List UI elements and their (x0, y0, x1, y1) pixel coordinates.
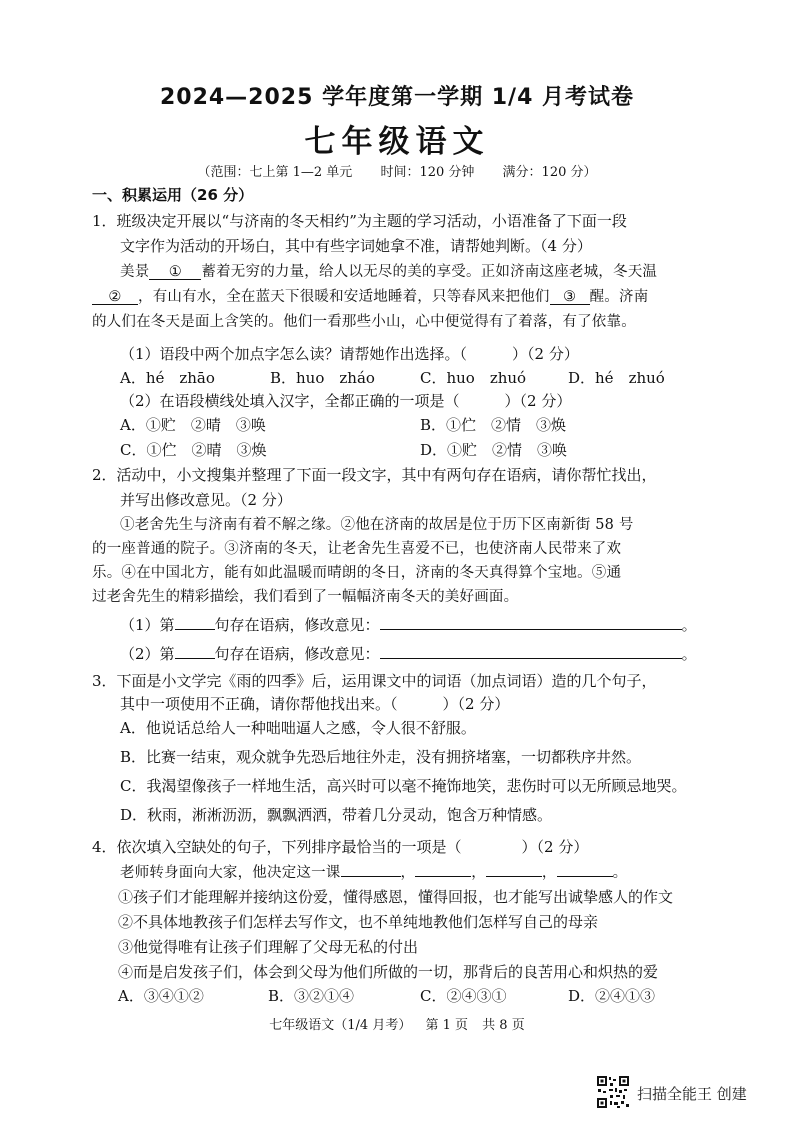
period: 。 (612, 865, 628, 881)
footer-page: 第 1 页 (425, 1018, 469, 1033)
q1-sub2: （2）在语段横线处填入汉字，全都正确的一项是（ ）（2 分） (120, 392, 572, 410)
q2-answer-1 (120, 614, 697, 635)
order-blank[interactable] (341, 861, 401, 877)
q2-passage-line4: 过老舍先生的精彩描绘，我们看到了一幅幅济南冬天的美好画面。 (92, 589, 519, 605)
answer-label: （1）第 (120, 616, 175, 634)
order-blank[interactable] (415, 861, 471, 877)
subject-title: 七年级语文 (304, 124, 490, 160)
q4-item-3: ③他觉得唯有让孩子们理解了父母无私的付出 (118, 938, 419, 956)
blank-1[interactable]: ① (149, 264, 201, 280)
passage-text: 蓄着无穷的力量，给人以无尽的美的享受。正如济南这座老城，冬天温 (201, 264, 658, 280)
passage-text: 美景 (120, 264, 150, 280)
exam-scope-line (0, 161, 794, 180)
exam-scope: （范围：七上第 1—2 单元 (197, 165, 353, 180)
q3-option-d[interactable]: D．秋雨，淅淅沥沥，飘飘洒洒，带着几分灵动，饱含万种情感。 (120, 806, 553, 824)
q3-option-a[interactable]: A．他说话总给人一种咄咄逼人之感，令人很不舒服。 (120, 719, 476, 737)
exam-title: 2024—2025 学年度第一学期 1/4 月考试卷 (159, 85, 635, 110)
answer-label: 句存在语病，修改意见： (214, 616, 380, 634)
blank-3[interactable]: ③ (550, 289, 590, 305)
comma: ， (541, 865, 557, 881)
sentence-number-input[interactable] (175, 643, 215, 659)
footer-label: 七年级语文（1/4 月考） (269, 1018, 412, 1033)
q2-passage-line1: ①老舍先生与济南有着不解之缘。②他在济南的故居是位于历下区南新街 58 号 (120, 517, 634, 533)
option-c[interactable]: C．②④③① (420, 987, 507, 1005)
order-blank[interactable] (557, 861, 613, 877)
qr-code-icon (596, 1075, 630, 1109)
option-b[interactable]: B．huo zháo (270, 369, 375, 387)
q1-passage-line1 (120, 260, 657, 281)
q2-passage-line3: 乐。④在中国北方，能有如此温暖而晴朗的冬日，济南的冬天真得算个宝地。⑤通 (92, 565, 622, 581)
q3-option-c[interactable]: C．我渴望像孩子一样地生活，高兴时可以毫不掩饰地笑，悲伤时可以无所顾忌地哭。 (120, 777, 687, 795)
q1-passage-line3: 的人们在冬天是面上含笑的。他们一看那些小山，心中便觉得有了着落，有了依靠。 (92, 314, 636, 330)
exam-score: 满分：120 分） (502, 165, 597, 180)
option-c[interactable]: C．①伫 ②晴 ③焕 (120, 441, 267, 459)
option-b[interactable]: B．①伫 ②情 ③焕 (420, 416, 567, 434)
end-mark: 。 (681, 645, 697, 663)
blank-2[interactable]: ② (92, 289, 138, 305)
lead-text: 老师转身面向大家，他决定这一课 (120, 865, 341, 881)
comma: ， (471, 865, 486, 881)
option-d[interactable]: D．①贮 ②情 ③唤 (420, 441, 568, 459)
comma: ， (400, 865, 416, 881)
section-heading: 一、积累运用（26 分） (92, 186, 254, 204)
q3-option-b[interactable]: B．比赛一结束，观众就争先恐后地往外走，没有拥挤堵塞，一切都秩序井然。 (120, 748, 642, 766)
q3-stem-line2: 其中一项使用不正确，请你帮他找出来。（ ）（2 分） (120, 695, 510, 713)
footer-total: 共 8 页 (482, 1018, 525, 1033)
answer-label: 句存在语病，修改意见： (214, 645, 380, 663)
q3-stem-line1: 3．下面是小文学完《雨的四季》后，运用课文中的词语（加点词语）造的几个句子， (92, 672, 657, 690)
q4-stem: 4．依次填入空缺处的句子，下列排序最恰当的一项是（ ）（2 分） (92, 838, 589, 856)
revision-input[interactable] (380, 614, 682, 630)
q4-item-1: ①孩子们才能理解并接纳这份爱，懂得感恩，懂得回报，也才能写出诚挚感人的作文 (118, 888, 674, 906)
passage-text: 醒。济南 (589, 289, 649, 305)
sentence-number-input[interactable] (175, 614, 215, 630)
order-blank[interactable] (486, 861, 542, 877)
option-d[interactable]: D．hé zhuó (568, 369, 665, 387)
option-c[interactable]: C．huo zhuó (420, 369, 527, 387)
q1-sub1: （1）语段中两个加点字怎么读？请帮她作出选择。（ ）（2 分） (120, 345, 579, 363)
option-d[interactable]: D．②④①③ (568, 987, 656, 1005)
q2-stem-line1: 2．活动中，小文搜集并整理了下面一段文字，其中有两句存在语病，请你帮忙找出， (92, 466, 657, 484)
passage-text: ，有山有水，全在蓝天下很暖和安适地睡着，只等春风来把他们 (138, 289, 550, 305)
q1-stem-line1: 1．班级决定开展以“与济南的冬天相约”为主题的学习活动，小语准备了下面一段 (92, 212, 627, 230)
q4-item-2: ②不具体地教孩子们怎样去写作文，也不单纯地教他们怎样写自己的母亲 (118, 913, 599, 931)
end-mark: 。 (681, 616, 697, 634)
q1-passage-line2 (92, 285, 648, 306)
q2-passage-line2: 的一座普通的院子。③济南的冬天，让老舍先生喜爱不已，也使济南人民带来了欢 (92, 541, 622, 557)
option-a[interactable]: A．①贮 ②晴 ③唤 (120, 416, 266, 434)
option-a[interactable]: A．hé zhāo (120, 369, 215, 387)
q2-stem-line2: 并写出修改意见。（2 分） (120, 491, 292, 509)
option-a[interactable]: A．③④①② (118, 987, 204, 1005)
revision-input[interactable] (380, 643, 682, 659)
option-b[interactable]: B．③②①④ (268, 987, 355, 1005)
page-footer (0, 1014, 794, 1033)
watermark-text: 扫描全能王 创建 (637, 1085, 747, 1103)
q1-stem-line2: 文字作为活动的开场白，其中有些字词她拿不准，请帮她判断。（4 分） (120, 237, 592, 255)
q4-lead (120, 861, 627, 882)
q2-answer-2 (120, 643, 697, 664)
q4-item-4: ④而是启发孩子们，体会到父母为他们所做的一切，那背后的良苦用心和炽热的爱 (118, 963, 659, 981)
exam-time: 时间：120 分钟 (380, 165, 475, 180)
answer-label: （2）第 (120, 645, 175, 663)
